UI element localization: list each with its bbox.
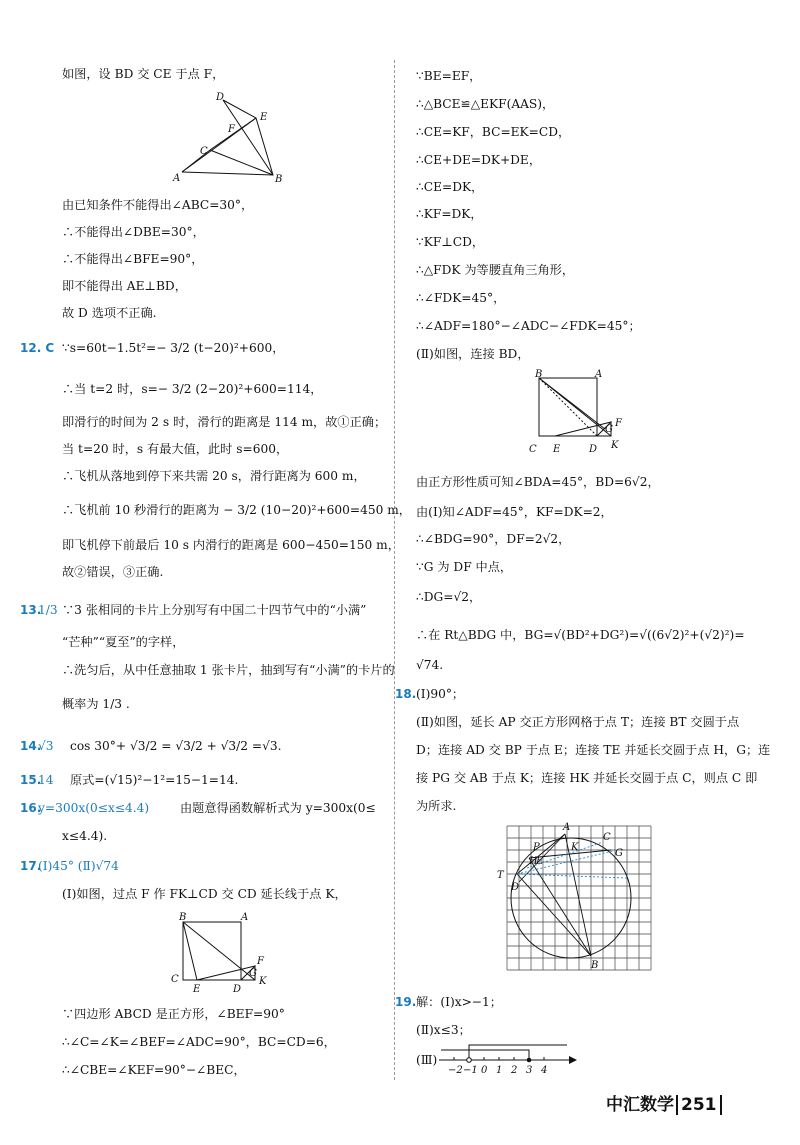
q13-answer: 1/3 bbox=[38, 603, 58, 617]
tick-label: 4 bbox=[541, 1065, 548, 1076]
svg-text:E: E bbox=[553, 444, 561, 455]
svg-text:A: A bbox=[173, 173, 181, 184]
text-line: 由正方形性质可知∠BDA=45°，BD=6√2， bbox=[416, 475, 660, 489]
text-line: 即不能得出 AE⊥BD， bbox=[62, 279, 187, 293]
svg-text:B: B bbox=[535, 369, 543, 380]
q16-answer: y=300x(0≤x≤4.4) bbox=[38, 801, 150, 815]
text-line: √74. bbox=[416, 658, 444, 672]
svg-text:C: C bbox=[529, 444, 537, 455]
text-line: (Ⅰ)90°； bbox=[416, 687, 465, 701]
text-line: ∵3 张相同的卡片上分别写有中国二十四节气中的“小满” bbox=[62, 603, 367, 617]
svg-text:K: K bbox=[611, 440, 619, 451]
number-line bbox=[439, 1040, 579, 1078]
q14-number: 14. bbox=[20, 739, 42, 753]
text-line: ∴当 t=2 时，s=− 3/2 (2−20)²+600=114， bbox=[62, 382, 323, 396]
svg-text:C: C bbox=[171, 974, 179, 985]
text-line: 当 t=20 时，s 有最大值，此时 s=600， bbox=[62, 442, 289, 456]
q17-answer: (Ⅰ)45° (Ⅱ)√74 bbox=[38, 859, 119, 873]
text-line: ∴不能得出∠BFE=90°， bbox=[62, 252, 204, 266]
q13-number: 13. bbox=[20, 603, 42, 617]
text-line: “芒种”“夏至”的字样， bbox=[62, 635, 185, 649]
text-line: (Ⅰ)如图，过点 F 作 FK⊥CD 交 CD 延长线于点 K， bbox=[62, 887, 347, 901]
svg-text:G: G bbox=[615, 848, 623, 859]
svg-text:T: T bbox=[497, 870, 504, 881]
figure-grid-circle bbox=[493, 820, 703, 980]
text-line: ∴飞机从落地到停下来共需 20 s，滑行距离为 600 m， bbox=[62, 469, 366, 483]
text-line: x≤4.4). bbox=[62, 829, 108, 843]
text-line: ∴∠BDG=90°，DF=2√2， bbox=[416, 532, 571, 546]
text-line: cos 30°+ √3/2 = √3/2 + √3/2 =√3. bbox=[70, 739, 282, 753]
svg-text:G: G bbox=[249, 968, 257, 979]
text-line: (Ⅲ) bbox=[416, 1053, 438, 1067]
text-line: ∴CE+DE=DK+DE， bbox=[416, 153, 542, 167]
text-line: ∴CE=KF，BC=EK=CD， bbox=[416, 125, 571, 139]
svg-text:D: D bbox=[589, 444, 598, 455]
text-line: (Ⅱ)如图，连接 BD， bbox=[416, 347, 530, 361]
svg-text:P: P bbox=[533, 842, 540, 853]
figure-abcdef bbox=[170, 92, 290, 184]
svg-text:H: H bbox=[529, 856, 538, 867]
svg-text:G: G bbox=[605, 424, 613, 435]
tick-label: 2 bbox=[511, 1065, 518, 1076]
text-line: ∴∠FDK=45°， bbox=[416, 291, 506, 305]
q15-answer: 14 bbox=[38, 773, 54, 787]
page-footer bbox=[606, 1090, 722, 1115]
text-line: 即飞机停下前最后 10 s 内滑行的距离是 600−450=150 m， bbox=[62, 538, 400, 552]
text-line: ∴CE=DK， bbox=[416, 180, 484, 194]
tick-label: 1 bbox=[496, 1065, 503, 1076]
q15-number: 15. bbox=[20, 773, 42, 787]
text-line: 为所求. bbox=[416, 799, 457, 813]
text-line: ∴在 Rt△BDG 中，BG=√(BD²+DG²)=√((6√2)²+(√2)²)= bbox=[416, 628, 745, 642]
text-line: (Ⅱ)如图，延长 AP 交正方形网格于点 T；连接 BT 交圆于点 bbox=[416, 715, 740, 729]
svg-text:D: D bbox=[233, 984, 242, 994]
svg-text:D: D bbox=[511, 882, 520, 893]
text-line: D；连接 AD 交 BP 于点 E；连接 TE 并延长交圆于点 H，G；连 bbox=[416, 743, 771, 757]
text-line: ∵s=60t−1.5t²=− 3/2 (t−20)²+600， bbox=[62, 341, 285, 355]
text-line: 接 PG 交 AB 于点 K；连接 HK 并延长交圆于点 C，则点 C 即 bbox=[416, 771, 758, 785]
text-line: ∴△FDK 为等腰直角三角形， bbox=[416, 263, 575, 277]
text-line: ∵BE=EF， bbox=[416, 69, 482, 83]
svg-text:E: E bbox=[260, 112, 268, 123]
text-line: ∴洗匀后，从中任意抽取 1 张卡片，抽到写有“小满”的卡片的 bbox=[62, 663, 395, 677]
text-line: ∵四边形 ABCD 是正方形，∠BEF=90° bbox=[62, 1007, 285, 1021]
text-line: ∵G 为 DF 中点， bbox=[416, 560, 513, 574]
svg-text:F: F bbox=[615, 418, 622, 429]
text-line: ∴∠ADF=180°−∠ADC−∠FDK=45°； bbox=[416, 319, 641, 333]
page-number: 251 bbox=[676, 1095, 722, 1115]
text-line: 即滑行的时间为 2 s 时，滑行的距离是 114 m，故①正确； bbox=[62, 415, 387, 429]
svg-text:A: A bbox=[241, 912, 249, 923]
svg-text:E: E bbox=[536, 856, 544, 867]
text-line: 故②错误，③正确. bbox=[62, 565, 164, 579]
svg-text:A: A bbox=[595, 369, 603, 380]
text-line: ∴飞机前 10 秒滑行的距离为 − 3/2 (10−20)²+600=450 m， bbox=[62, 503, 411, 517]
text-line: 如图，设 BD 交 CE 于点 F， bbox=[62, 67, 225, 81]
text-line: ∴KF=DK， bbox=[416, 207, 483, 221]
text-line: 由(Ⅰ)知∠ADF=45°，KF=DK=2， bbox=[416, 505, 613, 519]
text-line: 解：(Ⅰ)x>−1； bbox=[416, 995, 502, 1009]
svg-text:B: B bbox=[179, 912, 187, 923]
svg-text:C: C bbox=[603, 832, 611, 843]
column-divider bbox=[394, 60, 395, 1080]
svg-text:E: E bbox=[193, 984, 201, 994]
text-line: 故 D 选项不正确. bbox=[62, 306, 157, 320]
svg-text:F: F bbox=[257, 956, 264, 967]
text-line: (Ⅱ)x≤3； bbox=[416, 1023, 471, 1037]
q14-answer: √3 bbox=[38, 739, 54, 753]
tick-label: −1 bbox=[463, 1065, 478, 1076]
svg-text:A: A bbox=[563, 822, 571, 833]
svg-text:B: B bbox=[591, 960, 599, 971]
tick-label: 3 bbox=[526, 1065, 533, 1076]
text-line: 由题意得函数解析式为 y=300x(0≤ bbox=[180, 801, 376, 815]
q19-number: 19. bbox=[395, 995, 417, 1009]
text-line: 概率为 1/3 . bbox=[62, 697, 130, 711]
tick-label: 0 bbox=[481, 1065, 488, 1076]
svg-text:B: B bbox=[275, 174, 283, 184]
footer-brand: 中汇数学 bbox=[606, 1095, 674, 1115]
text-line: ∴DG=√2， bbox=[416, 590, 482, 604]
svg-text:F: F bbox=[228, 124, 235, 135]
text-line: ∴∠CBE=∠KEF=90°−∠BEC， bbox=[62, 1063, 246, 1077]
text-line: 由已知条件不能得出∠ABC=30°， bbox=[62, 198, 254, 212]
q17-number: 17. bbox=[20, 859, 42, 873]
tick-label: −2 bbox=[448, 1065, 463, 1076]
text-line: ∴∠C=∠K=∠BEF=∠ADC=90°，BC=CD=6， bbox=[62, 1035, 336, 1049]
text-line: 原式=(√15)²−1²=15−1=14. bbox=[70, 773, 239, 787]
q18-number: 18. bbox=[395, 687, 417, 701]
text-line: ∵KF⊥CD， bbox=[416, 235, 485, 249]
svg-text:D: D bbox=[216, 92, 225, 103]
figure-square-abcd-2 bbox=[525, 368, 655, 458]
svg-text:K: K bbox=[571, 842, 579, 853]
svg-text:K: K bbox=[259, 976, 267, 987]
q12-number: 12. C bbox=[20, 341, 55, 355]
figure-square-abcd-1 bbox=[165, 912, 325, 994]
svg-text:C: C bbox=[200, 146, 208, 157]
text-line: ∴不能得出∠DBE=30°， bbox=[62, 225, 205, 239]
text-line: ∴△BCE≌△EKF(AAS)， bbox=[416, 97, 555, 111]
q16-number: 16. bbox=[20, 801, 42, 815]
